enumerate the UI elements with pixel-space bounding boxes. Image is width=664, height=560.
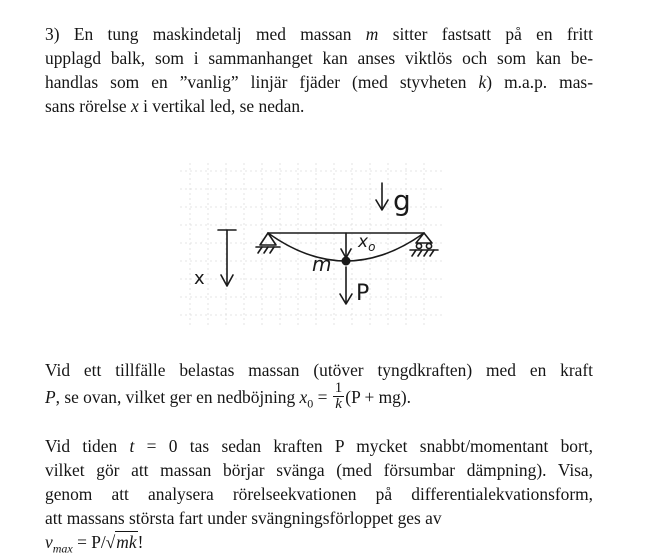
intro-line-1: 3) En tung maskindetalj med massan m sitter fastsatt på en fritt [45, 24, 593, 44]
intro-line-3: handlas som en ”vanlig” linjär fjäder (med styvheten k) m.a.p. mas- [45, 72, 593, 92]
gravity-arrow [376, 183, 388, 210]
force-label: P [356, 281, 370, 306]
release-line-3: genom att analysera rörelseekvationen på differentialekvationsform, [45, 484, 593, 504]
x-axis-arrow [218, 230, 236, 286]
deflection-label: $x_o$ [358, 232, 376, 254]
mass-label: m [312, 252, 332, 276]
release-line-4: att massans största fart under svängningsförloppet ges av [45, 508, 442, 528]
release-line-5: $v_{max} = P/√mk$! [45, 532, 144, 556]
release-line-2: vilket gör att massan börjar svänga (med försumbar dämpning). Visa, [45, 460, 593, 480]
force-arrow [340, 267, 352, 304]
gravity-label: g [393, 184, 411, 217]
load-line-2: P, se ovan, vilket ger en nedböjning $x_0$ = $\frac{1}{k}$ (P + mg). [45, 379, 411, 412]
release-line-1: Vid tiden t = 0 tas sedan kraften P mycket snabbt/momentant bort, [45, 436, 593, 456]
fraction-1-over-k: $\frac{1}{k}$ [334, 379, 343, 412]
load-line-1: Vid ett tillfälle belastas massan (utöver tyngdkraften) med en kraft [45, 360, 593, 380]
release-paragraph [45, 434, 593, 560]
intro-line-4: sans rörelse x i vertikal led, se nedan. [45, 96, 305, 116]
mass-point [342, 257, 351, 266]
deflection-arrow [341, 233, 351, 258]
beam-figure [180, 163, 442, 328]
axis-label: x [194, 268, 205, 289]
intro-line-2: upplagd balk, som i sammanhanget kan anses viktlös och som kan be- [45, 48, 593, 68]
problem-intro [45, 22, 593, 118]
load-paragraph [45, 358, 593, 418]
